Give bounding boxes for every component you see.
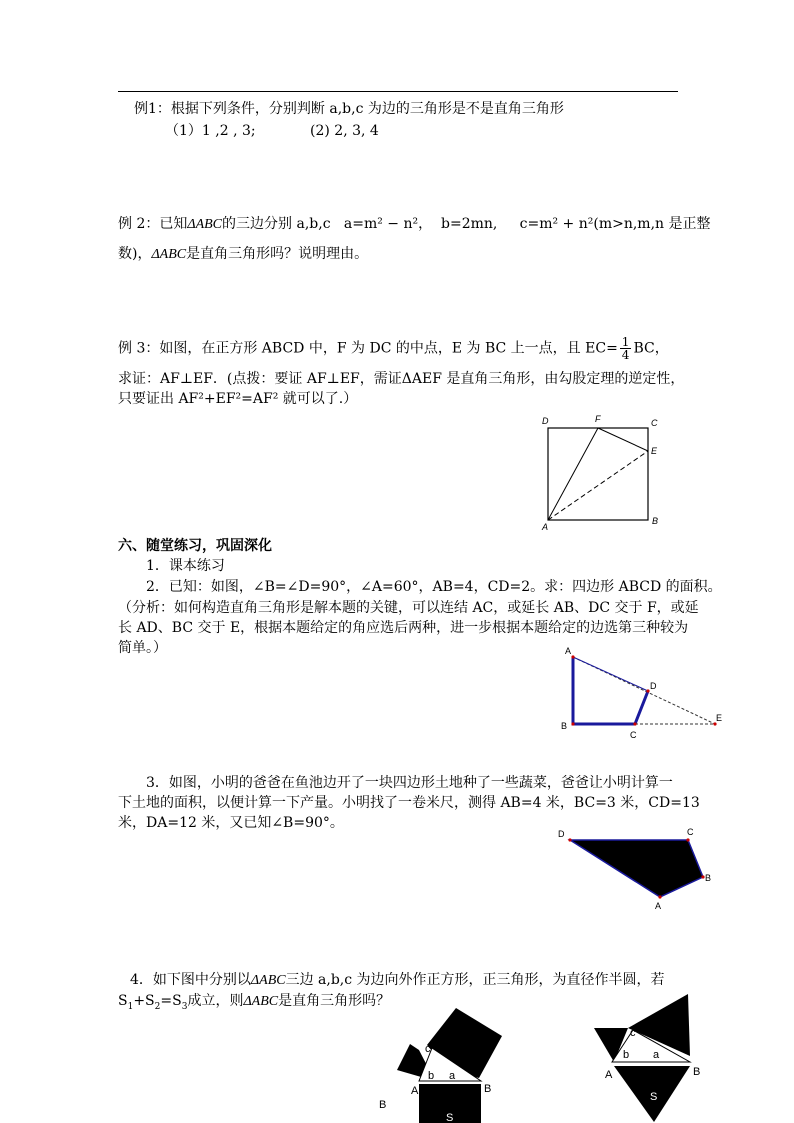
label-a: a <box>449 1070 456 1082</box>
label-B: B <box>693 1066 701 1078</box>
practice-item-3-line-3: 米，DA=12 米，又已知∠B=90°。 <box>118 815 344 831</box>
label-b: B <box>705 873 712 883</box>
practice-item-3-line-2: 下土地的面积，以便计算一下产量。小明找了一卷米尺，测得 AB=4 米，BC=3 米，CD=13 <box>118 795 700 811</box>
label-a: a <box>653 1049 660 1061</box>
label-f: F <box>595 414 601 424</box>
label-a: A <box>542 522 549 532</box>
label-A: A <box>605 1069 613 1081</box>
example-3-line-1: 例 3：如图，在正方形 ABCD 中，F 为 DC 的中点，E 为 BC 上一点，且 EC= $\frac{1}{4}$ BC， <box>118 335 669 362</box>
label-b: b <box>428 1070 435 1082</box>
label-d: D <box>558 829 565 839</box>
land-plot-figure <box>555 825 725 915</box>
practice-item-3-line-1: 3．如图，小明的爸爸在鱼池边开了一块四边形土地种了一些蔬菜，爸爸让小明计算一 <box>146 775 673 791</box>
example-2-line-2: 数)，ΔABC是直角三角形吗？说明理由。 <box>118 246 369 262</box>
label-c: C <box>651 418 658 428</box>
practice-item-2-line-2: （分析：如何构造直角三角形是解本题的关键，可以连结 AC，或延长 AB、DC 交于 F，或延 <box>118 600 699 616</box>
label-S: S <box>446 1112 454 1123</box>
label-b: B <box>561 721 568 731</box>
practice-item-2-line-4: 简单。） <box>118 640 167 656</box>
label-b: B <box>652 516 659 526</box>
quadrilateral-figure <box>560 645 730 745</box>
practice-item-2-line-3: 长 AD、BC 交于 E，根据本题给定的角应选后两种，进一步根据本题给定的边选第三种较为 <box>118 620 689 636</box>
squares-figure <box>375 1000 525 1123</box>
fraction-one-quarter: $\frac{1}{4}$ <box>621 335 630 362</box>
practice-item-2-line-1: 2．已知：如图，∠B=∠D=90°，∠A=60°，AB=4，CD=2。求：四边形 ABCD 的面积。 <box>146 579 722 595</box>
example-3-line-2: 求证：AF⊥EF．(点拨：要证 AF⊥EF，需证ΔAEF 是直角三角形，由勾股定理的逆定性， <box>118 371 685 387</box>
label-B: B <box>484 1083 492 1095</box>
example-1-title: 例1：根据下列条件，分别判断 a,b,c 为边的三角形是不是直角三角形 <box>134 101 564 117</box>
practice-item-4-line-2: $S_1+S_2=S_3$成立，则ΔABC是直角三角形吗？ <box>118 993 391 1012</box>
label-c: C <box>630 730 637 740</box>
label-A: A <box>411 1085 419 1097</box>
example-2-line-1: 例 2：已知ΔABC的三边分别 a,b,c a=m² − n²， b=2mn, c=m² + n²(m>n,m,n 是正整 <box>118 216 711 232</box>
example-3-line-3: 只要证出 AF²+EF²=AF² 就可以了.） <box>118 391 358 407</box>
square-figure <box>540 410 670 530</box>
label-d: D <box>650 681 657 691</box>
practice-item-1: 1．课本练习 <box>146 558 225 574</box>
label-c: c <box>425 1043 431 1055</box>
header-rule <box>118 91 678 92</box>
example-1-part-1: （1）1 ,2 , 3; <box>165 123 256 139</box>
example-1-part-2: (2) 2, 3, 4 <box>310 123 379 139</box>
label-e: E <box>716 713 723 723</box>
practice-item-4-line-1: 4．如下图中分别以ΔABC三边 a,b,c 为边向外作正方形，正三角形，为直径作半圆，若 <box>130 972 665 988</box>
label-c: c <box>630 1027 636 1039</box>
label-a: A <box>565 646 572 656</box>
label-a: A <box>655 901 662 911</box>
section-6-heading: 六、随堂练习，巩固深化 <box>118 538 272 554</box>
label-b: b <box>623 1049 630 1061</box>
label-B-outer: B <box>379 1099 387 1111</box>
triangles-figure <box>590 990 720 1120</box>
label-d: D <box>542 416 549 426</box>
label-c: C <box>687 827 694 837</box>
label-S: S <box>650 1091 658 1103</box>
label-e: E <box>651 446 658 456</box>
